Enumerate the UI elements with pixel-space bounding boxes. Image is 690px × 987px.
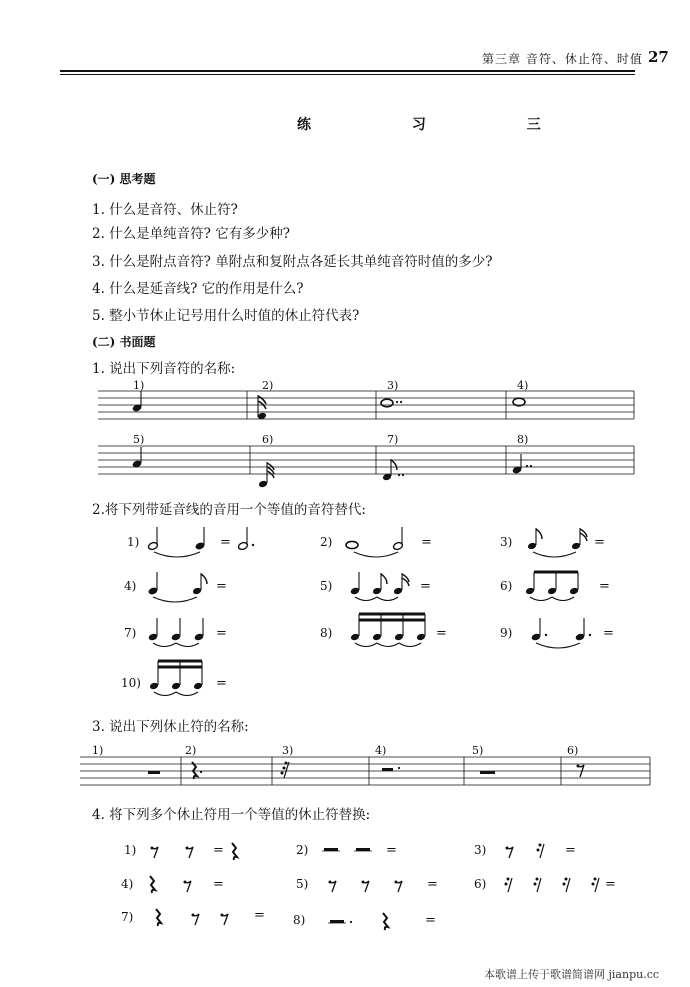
ex4-equals-5: = bbox=[427, 877, 438, 892]
question-3: 3. 什么是附点音符? 单附点和复附点各延长其单纯音符时值的多少? bbox=[92, 254, 493, 270]
whole-rest-icon bbox=[148, 771, 160, 774]
ex4-equals-2: = bbox=[386, 843, 397, 858]
ex1-staff-1 bbox=[98, 391, 634, 419]
ex4-label-6: 6) bbox=[474, 877, 487, 891]
ex4-label-8: 8) bbox=[293, 913, 306, 927]
ex4-equals-8: = bbox=[425, 913, 436, 928]
ex2-equals-9: = bbox=[603, 626, 614, 641]
ex1-label-3: 3) bbox=[387, 379, 399, 392]
ex4-equals-6: = bbox=[605, 877, 616, 892]
ex3-label-2: 2) bbox=[185, 744, 197, 757]
ex3-label-1: 1) bbox=[92, 744, 104, 757]
ex1-label-5: 5) bbox=[133, 433, 145, 446]
ex2-label-9: 9) bbox=[500, 626, 513, 640]
whole-rest-icon bbox=[480, 771, 495, 774]
exercise-3-prompt: 3. 说出下列休止符的名称: bbox=[92, 719, 249, 735]
ex2-equals-2: = bbox=[421, 535, 432, 550]
ex4-label-2: 2) bbox=[296, 843, 309, 857]
ex3-label-3: 3) bbox=[282, 744, 294, 757]
ex4-label-1: 1) bbox=[124, 843, 137, 857]
ex2-equals-8: = bbox=[436, 626, 447, 641]
question-1: 1. 什么是音符、休止符? bbox=[92, 202, 238, 218]
ex2-equals-5: = bbox=[420, 579, 431, 594]
ex4-label-3: 3) bbox=[474, 843, 487, 857]
ex3-staff bbox=[80, 757, 650, 785]
ex2-label-2: 2) bbox=[320, 535, 333, 549]
ex2-label-10: 10) bbox=[121, 676, 141, 690]
whole-note-icon bbox=[381, 399, 393, 407]
ex1-label-8: 8) bbox=[517, 433, 529, 446]
ex2-label-3: 3) bbox=[500, 535, 513, 549]
ex3-label-4: 4) bbox=[375, 744, 387, 757]
ex2-label-4: 4) bbox=[124, 579, 137, 593]
ex2-label-7: 7) bbox=[124, 626, 137, 640]
footer-watermark: 本歌谱上传于歌谱简谱网 jianpu.cc bbox=[484, 968, 660, 981]
ex1-staff-2 bbox=[98, 446, 634, 474]
chapter-header: 第三章 音符、休止符、时值 bbox=[482, 52, 643, 66]
exercise-2-prompt: 2.将下列带延音线的音用一个等值的音符替代: bbox=[92, 502, 366, 518]
ex1-label-4: 4) bbox=[517, 379, 529, 392]
ex4-label-5: 5) bbox=[296, 877, 309, 891]
ex2-equals-1: = bbox=[220, 535, 231, 550]
quarter-rest-icon bbox=[232, 843, 237, 860]
ex2-equals-7: = bbox=[216, 626, 227, 641]
exercise-4-prompt: 4. 将下列多个休止符用一个等值的休止符替换: bbox=[92, 807, 371, 823]
ex4-equals-1: = bbox=[213, 843, 224, 858]
ex2-label-1: 1) bbox=[127, 535, 140, 549]
exercise-1-prompt: 1. 说出下列音符的名称: bbox=[92, 361, 236, 377]
page-number: 27 bbox=[648, 48, 669, 66]
ex1-label-1: 1) bbox=[133, 379, 145, 392]
ex2-label-8: 8) bbox=[320, 626, 333, 640]
page-title: 练 习 三 bbox=[297, 117, 589, 133]
question-2: 2. 什么是单纯音符? 它有多少种? bbox=[92, 226, 290, 242]
ex1-label-2: 2) bbox=[262, 379, 274, 392]
section-heading-written: (二) 书面题 bbox=[92, 335, 156, 349]
ex1-label-6: 6) bbox=[262, 433, 274, 446]
ex2-equals-6: = bbox=[599, 579, 610, 594]
ex3-label-5: 5) bbox=[472, 744, 484, 757]
ex4-label-4: 4) bbox=[121, 877, 134, 891]
ex4-equals-3: = bbox=[565, 843, 576, 858]
question-4: 4. 什么是延音线? 它的作用是什么? bbox=[92, 281, 304, 297]
question-5: 5. 整小节休止记号用什么时值的休止符代表? bbox=[92, 308, 360, 324]
ex4-equals-7: = bbox=[254, 908, 265, 923]
ex4-equals-4: = bbox=[213, 877, 224, 892]
section-heading-thinking: (一) 思考题 bbox=[92, 172, 156, 186]
quarter-rest-icon bbox=[192, 762, 197, 779]
ex2-equals-3: = bbox=[594, 535, 605, 550]
ex4-label-7: 7) bbox=[121, 910, 134, 924]
ex2-label-5: 5) bbox=[320, 579, 333, 593]
ex3-label-6: 6) bbox=[567, 744, 579, 757]
ex1-label-7: 7) bbox=[387, 433, 399, 446]
ex2-label-6: 6) bbox=[500, 579, 513, 593]
ex2-equals-4: = bbox=[216, 579, 227, 594]
ex2-equals-10: = bbox=[216, 676, 227, 691]
half-rest-icon bbox=[382, 768, 393, 771]
